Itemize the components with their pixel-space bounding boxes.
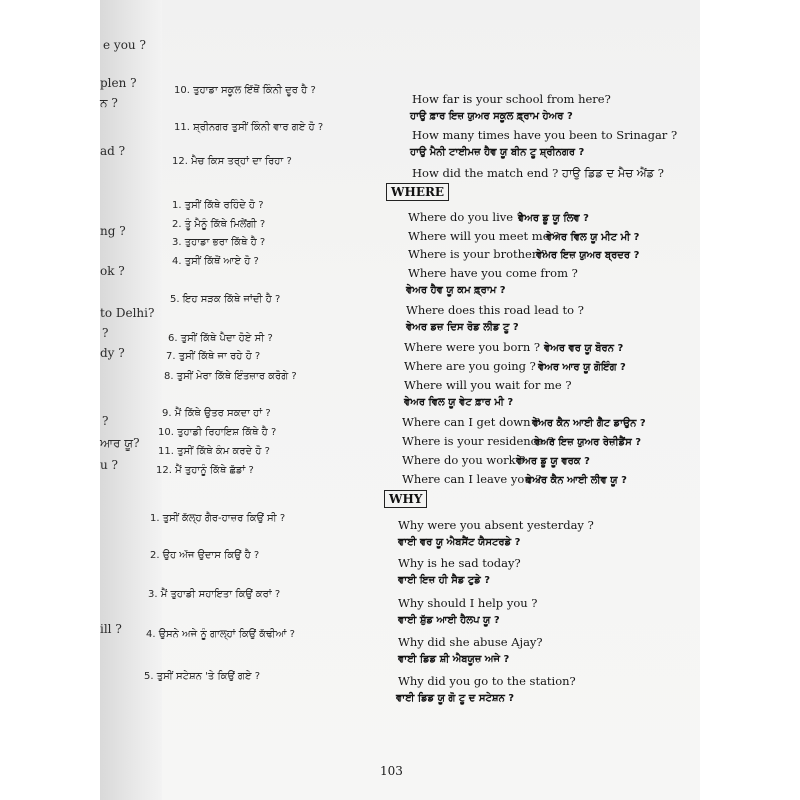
english-translation: Where can I leave you ? [402,472,542,486]
punjabi-question: 9. ਮੈਂ ਕਿੱਥੇ ਉਤਰ ਸਕਦਾ ਹਾਂ ? [162,408,271,419]
background-left [0,0,100,800]
punjabi-question: 6. ਤੁਸੀਂ ਕਿੱਥੇ ਪੈਦਾ ਹੋਏ ਸੀ ? [168,333,273,344]
english-translation: Why were you absent yesterday ? [398,518,594,532]
punjabi-question: 11. ਸ਼੍ਰੀਨਗਰ ਤੁਸੀਂ ਕਿੰਨੀ ਵਾਰ ਗਏ ਹੋ ? [174,122,324,133]
pronunciation: ਵੇਅਰ ਵਿਲ ਯੂ ਮੀਟ ਮੀ ? [546,232,640,243]
english-translation: How many times have you been to Srinagar ? [412,128,678,142]
previous-page-fragment: ng ? [100,224,126,238]
pronunciation: ਹਾਉ ਮੈਨੀ ਟਾਈਮਜ਼ ਹੈਵ ਯੂ ਬੀਨ ਟੂ ਸ਼੍ਰੀਨਗਰ ? [410,147,585,158]
previous-page-fragment: ? [102,414,109,428]
english-translation: Where do you live ? [408,210,523,224]
english-translation: Where have you come from ? [408,266,578,280]
punjabi-question: 1. ਤੁਸੀਂ ਕਿੱਥੇ ਰਹਿੰਦੇ ਹੋ ? [172,200,264,211]
punjabi-question: 4. ਉਸਨੇ ਅਜੇ ਨੂੰ ਗਾਲ੍ਹਾਂ ਕਿਉਂ ਕੱਢੀਆਂ ? [146,629,295,640]
english-translation: Where will you meet me ? [408,229,560,243]
previous-page-fragment: dy ? [100,346,125,360]
previous-page-fragment: ? [102,326,109,340]
pronunciation: ਵਾਈ ਡਿਡ ਯੂ ਗੋ ਟੂ ਦ ਸਟੇਸ਼ਨ ? [396,693,515,704]
english-translation: Why should I help you ? [398,596,538,610]
english-translation: Where are you going ? [404,359,536,373]
punjabi-question: 7. ਤੁਸੀਂ ਕਿੱਥੇ ਜਾ ਰਹੇ ਹੋ ? [166,351,261,362]
english-translation: Where does this road lead to ? [406,303,584,317]
pronunciation: ਵੇਅਰ ਡਜ਼ ਦਿਸ ਰੋਡ ਲੀਡ ਟੂ ? [406,322,519,333]
punjabi-question: 8. ਤੁਸੀਂ ਮੇਰਾ ਕਿੱਥੇ ਇੰਤਜ਼ਾਰ ਕਰੋਗੇ ? [164,371,297,382]
pronunciation: ਵੇਅਰ ਇਜ਼ ਯੁਅਰ ਰੇਜ਼ੀਡੈਂਸ ? [534,437,642,448]
english-translation: How far is your school from here? [412,92,611,106]
pronunciation: ਵੇਅਰ ਆਰ ਯੂ ਗੋਇੰਗ ? [538,362,626,373]
punjabi-question: 2. ਉਹ ਅੱਜ ਉਦਾਸ ਕਿਉਂ ਹੈ ? [150,550,260,561]
pronunciation: ਵਾਈ ਸ਼ੁੱਡ ਆਈ ਹੈਲਪ ਯੂ ? [398,615,500,626]
pronunciation: ਵੇਅਰ ਕੈਨ ਆਈ ਲੀਵ ਯੂ ? [526,475,627,486]
punjabi-question: 3. ਮੈਂ ਤੁਹਾਡੀ ਸਹਾਇਤਾ ਕਿਉਂ ਕਰਾਂ ? [148,589,281,600]
english-translation: Why did you go to the station? [398,674,576,688]
english-translation: Where were you born ? [404,340,541,354]
english-translation: Why did she abuse Ajay? [398,635,543,649]
punjabi-question: 5. ਤੁਸੀਂ ਸਟੇਸ਼ਨ 'ਤੇ ਕਿਉਂ ਗਏ ? [144,671,260,682]
pronunciation: ਵੇਅਰ ਕੈਨ ਆਈ ਗੈੱਟ ਡਾਉਨ ? [532,418,646,429]
pronunciation: ਵੇਅਰ ਵਿਲ ਯੂ ਵੇਟ ਫ਼ਾਰ ਮੀ ? [404,397,514,408]
english-translation: Why is he sad today? [398,556,521,570]
english-translation: Where is your brother ? [408,247,548,261]
pronunciation: ਹਾਉ ਫ਼ਾਰ ਇਜ਼ ਯੁਅਰ ਸਕੂਲ ਫ਼੍ਰਾਮ ਹੇਅਰ ? [410,111,573,122]
english-translation: Where will you wait for me ? [404,378,572,392]
background-right [700,0,800,800]
previous-page-fragment: ok ? [100,264,125,278]
previous-page-fragment: e you ? [103,38,146,52]
punjabi-question: 5. ਇਹ ਸੜਕ ਕਿੱਥੇ ਜਾਂਦੀ ਹੈ ? [170,294,281,305]
punjabi-question: 4. ਤੁਸੀਂ ਕਿੱਥੋਂ ਆਏ ਹੋ ? [172,256,259,267]
punjabi-question: 12. ਮੈਂ ਤੁਹਾਨੂੰ ਕਿੱਥੇ ਛੱਡਾਂ ? [156,465,254,476]
punjabi-question: 1. ਤੁਸੀਂ ਕੱਲ੍ਹ ਗੈਰ-ਹਾਜ਼ਰ ਕਿਉਂ ਸੀ ? [150,513,286,524]
punjabi-question: 2. ਤੂੰ ਮੈਨੂੰ ਕਿੱਥੇ ਮਿਲੇਂਗੀ ? [172,219,266,230]
punjabi-question: 10. ਤੁਹਾਡੀ ਰਿਹਾਇਸ਼ ਕਿੱਥੇ ਹੈ ? [158,427,277,438]
punjabi-question: 10. ਤੁਹਾਡਾ ਸਕੂਲ ਇੱਥੋਂ ਕਿੰਨੀ ਦੂਰ ਹੈ ? [174,85,316,96]
book-page [144,0,700,800]
pronunciation: ਵੇਅਰ ਡੂ ਯੂ ਵਰਕ ? [516,456,590,467]
previous-page-fragment: ad ? [100,144,126,158]
previous-page-fragment: to Delhi? [100,306,155,320]
pronunciation: ਵਾਈ ਇਜ਼ ਹੀ ਸੈਡ ਟੁਡੇ ? [398,575,491,586]
english-translation: Where do you work ? [402,453,526,467]
english-translation: Where can I get down ? [402,415,541,429]
page-number: 103 [380,764,403,778]
pronunciation: ਵਾਈ ਵਰ ਯੂ ਐਬਸੈਂਟ ਯੈਸਟਰਡੇ ? [398,537,521,548]
english-translation: How did the match end ? ਹਾਉ ਡਿਡ ਦ ਮੈਚ ਐਂਡ ? [412,166,664,180]
previous-page-fragment: plen ? [100,76,137,90]
pronunciation: ਵਾਈ ਡਿਡ ਸ਼ੀ ਐਬਯੂਜ਼ ਅਜੇ ? [398,654,510,665]
pronunciation: ਵੇਅਰ ਵਰ ਯੂ ਬੋਰਨ ? [544,343,624,354]
pronunciation: ਵੇਅਰ ਇਜ਼ ਯੁਅਰ ਬ੍ਰਦਰ ? [536,250,640,261]
punjabi-question: 11. ਤੁਸੀਂ ਕਿੱਥੇ ਕੰਮ ਕਰਦੇ ਹੋ ? [158,446,270,457]
english-translation: Where is your residence ? [402,434,554,448]
previous-page-fragment: ਆਰ ਯੂ? [100,436,140,450]
pronunciation: ਵੇਅਰ ਹੈਵ ਯੂ ਕਮ ਫ਼੍ਰਾਮ ? [406,285,506,296]
section-heading-why: WHY [384,490,427,508]
punjabi-question: 12. ਮੈਚ ਕਿਸ ਤਰ੍ਹਾਂ ਦਾ ਰਿਹਾ ? [172,156,292,167]
section-heading-where: WHERE [386,183,449,201]
pronunciation: ਵੇਅਰ ਡੂ ਯੂ ਲਿਵ ? [518,213,589,224]
punjabi-question: 3. ਤੁਹਾਡਾ ਭਰਾ ਕਿੱਥੇ ਹੈ ? [172,237,266,248]
previous-page-fragment: u ? [100,458,118,472]
previous-page-fragment: ਨ ? [100,96,118,110]
previous-page-fragment: ill ? [100,622,122,636]
